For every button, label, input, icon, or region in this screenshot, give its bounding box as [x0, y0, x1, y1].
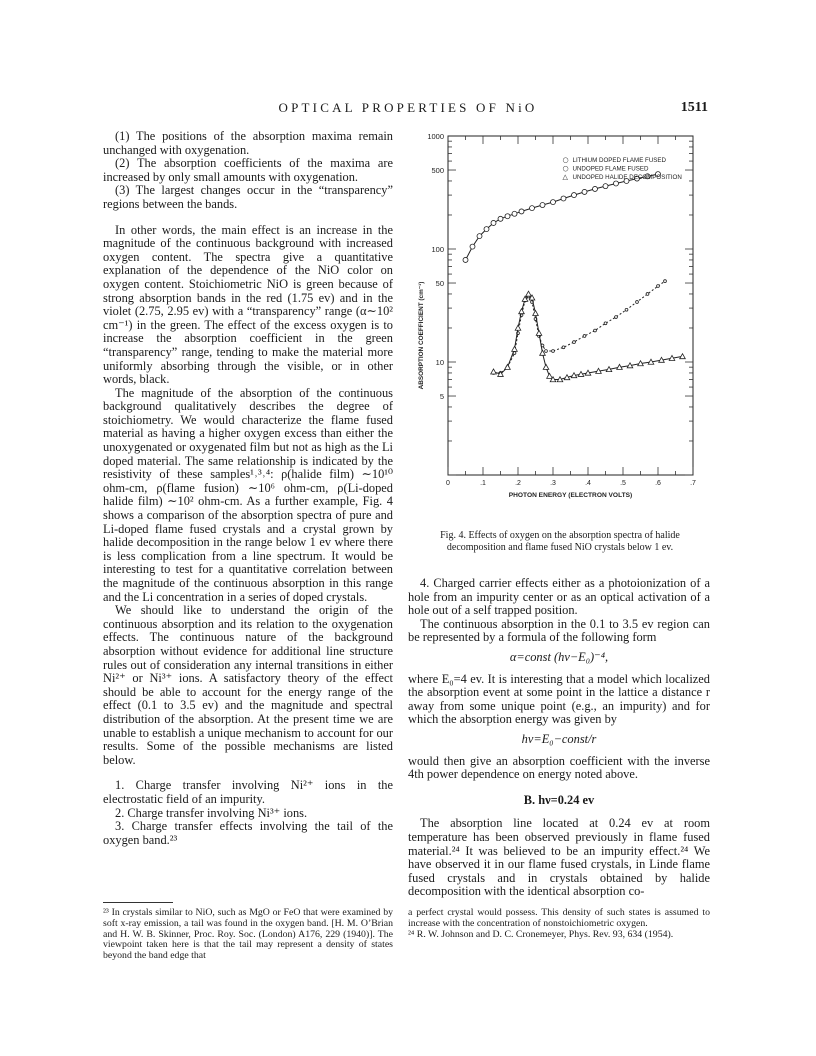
data-point: [594, 329, 597, 332]
data-point: [498, 216, 503, 221]
mechanism-item-4: 4. Charged carrier effects either as a photoionization of a hole from an impurity center or as an optical activation of a hole out of a self trapped position.: [408, 576, 710, 618]
data-point: [484, 227, 489, 232]
x-tick-label: 0: [446, 480, 450, 487]
data-point: [543, 364, 549, 369]
data-point: [530, 206, 535, 211]
footnote-right: [408, 908, 710, 940]
legend-symbol: ○: [562, 156, 569, 164]
legend-symbol: △: [562, 173, 568, 181]
data-point: [463, 257, 468, 262]
data-point: [582, 189, 587, 194]
mechanism-item-1: 1. Charge transfer involving Ni²⁺ ions in the electrostatic field of an impurity.: [103, 778, 393, 806]
y-tick-label: 1000: [427, 132, 444, 141]
paragraph: where E₀=4 ev. It is interesting that a model which localized the absorption event at some point in the lattice a distance r away from some unique point (e.g., an impurity) and for which the absorption energy was given by: [408, 671, 710, 727]
data-point: [604, 322, 607, 325]
data-point: [547, 373, 553, 378]
page-header: [0, 100, 816, 120]
series-line: [494, 294, 683, 380]
data-point: [491, 220, 496, 225]
legend-entry: UNDOPED HALIDE DECOMPOSITION: [572, 174, 682, 181]
data-point: [625, 308, 628, 311]
legend-symbol: ○: [562, 164, 569, 173]
paragraph: would then give an absorption coefficient with the inverse 4th power dependence on energy noted above.: [408, 753, 710, 782]
data-point: [552, 350, 555, 353]
data-point: [561, 196, 566, 201]
data-point: [614, 181, 619, 186]
x-tick-label: .3: [550, 480, 556, 487]
footnote-23-continued: a perfect crystal would possess. This density of such states is assumed to increase with the concentration of nonstoichiometric oxygen.: [408, 907, 710, 929]
data-point: [680, 354, 686, 359]
result-item-1: (1) The positions of the absorption maxima remain unchanged with oxygenation.: [103, 129, 393, 157]
y-tick-label: 50: [435, 279, 444, 289]
x-tick-label: .4: [585, 480, 591, 487]
x-tick-label: .5: [620, 480, 626, 487]
x-tick-label: .2: [515, 480, 521, 487]
data-point: [583, 335, 586, 338]
running-title: OPTICAL PROPERTIES OF NiO: [278, 100, 538, 115]
data-point: [536, 330, 542, 335]
mechanism-item-2: 2. Charge transfer involving Ni³⁺ ions.: [115, 805, 308, 820]
result-item-2: (2) The absorption coefficients of the maxima are increased by only small amounts with oxygenation.: [103, 156, 393, 184]
paragraph: The magnitude of the absorption of the continuous background qualitatively describes the degree of stoichiometry. We would characterize the flame fused material as having a higher oxygen excess than either the unoxygenated or oxygenated film but not as high as the Li doped material. The same relationship is indicated by the resistivity of these samples¹˒³˒⁴: ρ(halide film) ∼10¹⁰ ohm-cm, ρ(flame fusion) ∼10⁶ ohm-cm, ρ(Li-doped halide film) ∼10² ohm-cm. As a further example, Fig. 4 shows a comparison of the absorption spectra of pure and Li-doped flame fused crystals and a crystal grown by halide decomposition in the range below 1 ev where there is less complication from a line spectrum. It would be interesting to test for a quantitative correlation between the magnitude of the continuous absorption in this range and the Li concentration in a series of doped crystals.: [103, 385, 393, 604]
footnote-left: [103, 908, 393, 962]
section-heading: B. hν=0.24 ev: [523, 792, 595, 807]
y-tick-label: 500: [431, 166, 444, 176]
data-point: [526, 291, 532, 296]
data-point: [646, 293, 649, 296]
left-column: [103, 130, 393, 847]
data-point: [505, 364, 511, 369]
series-line: [466, 174, 659, 260]
mechanism-item-3: 3. Charge transfer effects involving the tail of the oxygen band.²³: [103, 819, 393, 847]
data-point: [603, 184, 608, 189]
paragraph: The absorption line located at 0.24 ev at room temperature has been observed previously in flame fused material.²⁴ It was believed to be an impurity effect.²⁴ We have observed it in our flame fused crystals, in Linde flame fused crystals and in crystals obtained by halide decomposition with the identical absorption co-: [408, 816, 710, 899]
paragraph: The continuous absorption in the 0.1 to 3.5 ev region can be represented by a formula of the following form: [408, 616, 710, 645]
data-point: [573, 341, 576, 344]
data-point: [491, 369, 497, 374]
right-column: [408, 577, 710, 899]
result-item-3: (3) The largest changes occur in the “transparency” regions between the bands.: [103, 183, 393, 211]
paragraph: We should like to understand the origin of the continuous absorption and its relation to the oxygenation effects. The continuous nature of the background absorption without evidence for additional line structure rules out of consideration any internal transitions in either Ni²⁺ or Ni³⁺ ions. A satisfactory theory of the effect should be able to account for the energy range of the effect (0.1 to 3.5 ev) and the magnitude and spectral distribution of the absorption. At the present time we are unable to establish a unique mechanism to account for our results. Some of the possible mechanisms are listed below.: [103, 603, 393, 767]
data-point: [470, 244, 475, 249]
footnote-23: ²³ In crystals similar to NiO, such as MgO or FeO that were examined by soft x-ray emission, a tail was found in the oxygen band. [H. M. O’Brian and H. W. B. Skinner, Proc. Roy. Soc. (London) A176, 229 (1940)]. The viewpoint taken here is that the tail may represent a density of states beyond the band edge that: [103, 907, 393, 962]
legend-entry: LITHIUM DOPED FLAME FUSED: [572, 157, 667, 164]
plot-frame: [448, 136, 693, 475]
x-tick-label: .6: [655, 480, 661, 487]
data-point: [505, 214, 510, 219]
y-axis-label: ABSORPTION COEFFICIENT (cm⁻¹): [418, 281, 425, 390]
data-point: [540, 203, 545, 208]
data-point: [593, 186, 598, 191]
data-point: [562, 346, 565, 349]
data-point: [551, 200, 556, 205]
page-number: 1511: [680, 100, 708, 115]
footnote-rule: [103, 902, 173, 903]
data-point: [512, 211, 517, 216]
equation: α=const (hν−E₀)⁻⁴,: [509, 649, 609, 664]
legend-entry: UNDOPED FLAME FUSED: [572, 165, 649, 173]
data-point: [615, 316, 618, 319]
footnote-24: ²⁴ R. W. Johnson and D. C. Cronemeyer, Phys. Rev. 93, 634 (1954).: [408, 928, 674, 940]
paragraph: In other words, the main effect is an increase in the magnitude of the continuous background with increased oxygen content. The spectra give a quantitative explanation of the dependence of the NiO color on oxygen content. Stoichiometric NiO is green because of strong absorption bands in the red (1.75 ev) and in the violet (2.75, 2.95 ev) with a “transparency” range (α∼10² cm⁻¹) in the green. The effect of the excess oxygen is to increase the absorption coefficient in the green “transparency” range, tending to make the material more uniformly absorbing through the visible, or in other words, black.: [103, 222, 393, 387]
x-tick-label: .7: [690, 480, 696, 487]
data-point: [477, 234, 482, 239]
x-axis-label: PHOTON ENERGY (ELECTRON VOLTS): [508, 492, 633, 499]
data-point: [657, 285, 660, 288]
data-point: [636, 301, 639, 304]
x-tick-label: .1: [480, 480, 486, 487]
equation: hν=E₀−const/r: [521, 731, 597, 746]
y-tick-label: 10: [435, 358, 444, 367]
data-point: [519, 309, 525, 314]
figure-caption: Fig. 4. Effects of oxygen on the absorption spectra of halide decomposition and flame fused NiO crystals below 1 ev.: [440, 530, 680, 553]
figure-4-chart: [408, 130, 710, 530]
data-point: [512, 346, 518, 351]
y-tick-label: 5: [439, 392, 444, 402]
data-point: [519, 209, 524, 214]
y-tick-label: 100: [431, 245, 444, 254]
data-point: [533, 310, 539, 315]
data-point: [664, 280, 667, 283]
data-point: [545, 350, 548, 353]
data-point: [572, 193, 577, 198]
data-point: [515, 325, 521, 330]
